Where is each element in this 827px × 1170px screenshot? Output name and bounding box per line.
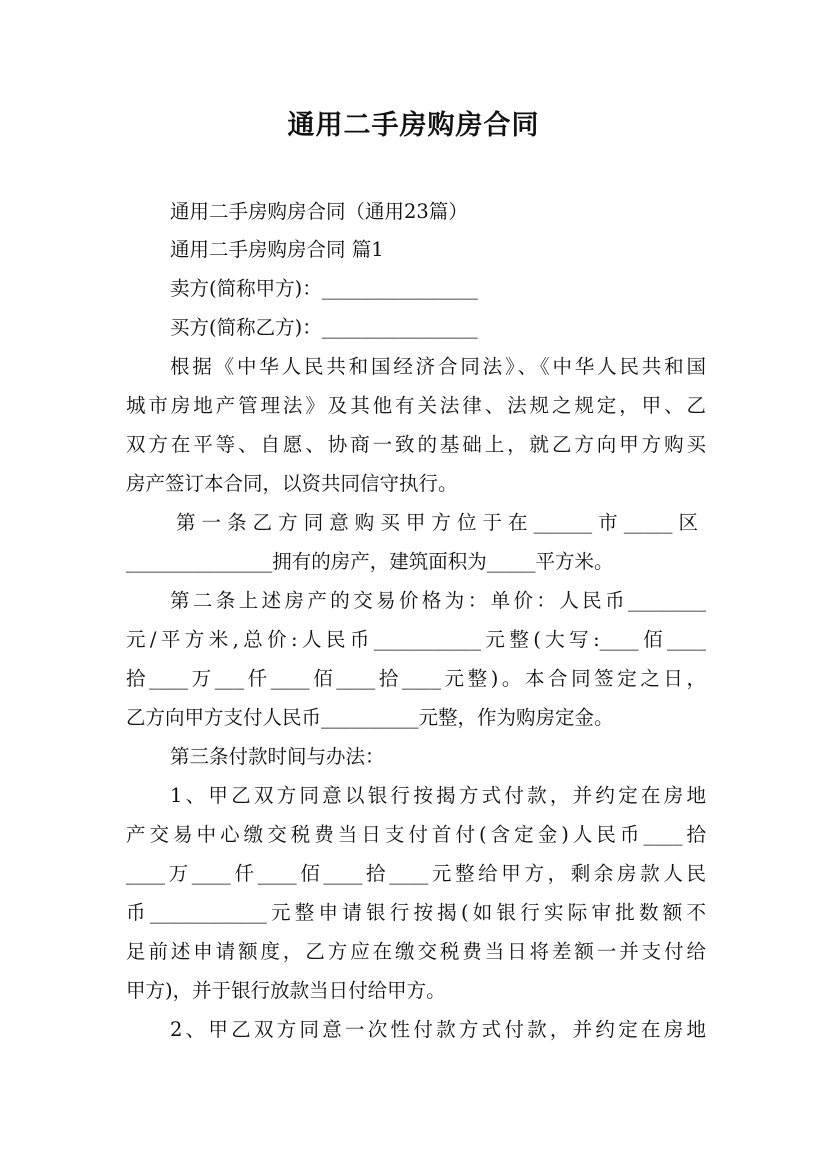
- article-2-line: 第二条上述房产的交易价格为：单价：人民币________: [170, 589, 706, 612]
- article-2-line: 拾____万___仟____佰____拾____元整)。本合同签定之日，: [126, 667, 706, 690]
- document-title: 通用二手房购房合同: [287, 110, 540, 141]
- article-2-line: 乙方向甲方支付人民币__________元整，作为购房定金。: [126, 706, 614, 729]
- article-1-line: 第一条乙方同意购买甲方位于在______市_____区: [176, 511, 698, 534]
- article-3-line: 产交易中心缴交税费当日支付首付(含定金)人民币____拾: [126, 823, 706, 846]
- contract-heading: 通用二手房购房合同 篇1: [170, 238, 384, 261]
- contract-subtitle: 通用二手房购房合同（通用23篇）: [170, 200, 468, 223]
- paragraph-line: 根据《中华人民共和国经济合同法》、《中华人民共和国: [170, 355, 706, 378]
- article-1-line: _______________拥有的房产，建筑面积为_____平方米。: [126, 550, 614, 573]
- paragraph-line: 双方在平等、自愿、协商一致的基础上，就乙方向甲方购买: [126, 433, 706, 456]
- article-3-heading: 第三条付款时间与办法：: [170, 745, 385, 768]
- paragraph-line: 城市房地产管理法》及其他有关法律、法规之规定，甲、乙: [126, 394, 706, 417]
- article-3-line: ____万____仟____佰____拾____元整给甲方，剩余房款人民: [126, 862, 706, 885]
- paragraph-line: 房产签订本合同，以资共同信守执行。: [126, 472, 458, 495]
- article-3-line: 足前述申请额度，乙方应在缴交税费当日将差额一并支付给: [126, 940, 706, 963]
- article-3-line: 2、甲乙双方同意一次性付款方式付款，并约定在房地: [170, 1018, 706, 1041]
- article-3-line: 1、甲乙双方同意以银行按揭方式付款，并约定在房地: [170, 784, 706, 807]
- buyer-line: 买方(简称乙方)：________________: [170, 316, 478, 339]
- seller-line: 卖方(简称甲方)：________________: [170, 277, 478, 300]
- article-3-line: 币____________元整申请银行按揭(如银行实际审批数额不: [126, 901, 706, 924]
- article-2-line: 元/平方米,总价:人民币___________元整(大写:____佰____: [126, 628, 706, 651]
- article-3-line: 甲方)，并于银行放款当日付给甲方。: [126, 979, 446, 1002]
